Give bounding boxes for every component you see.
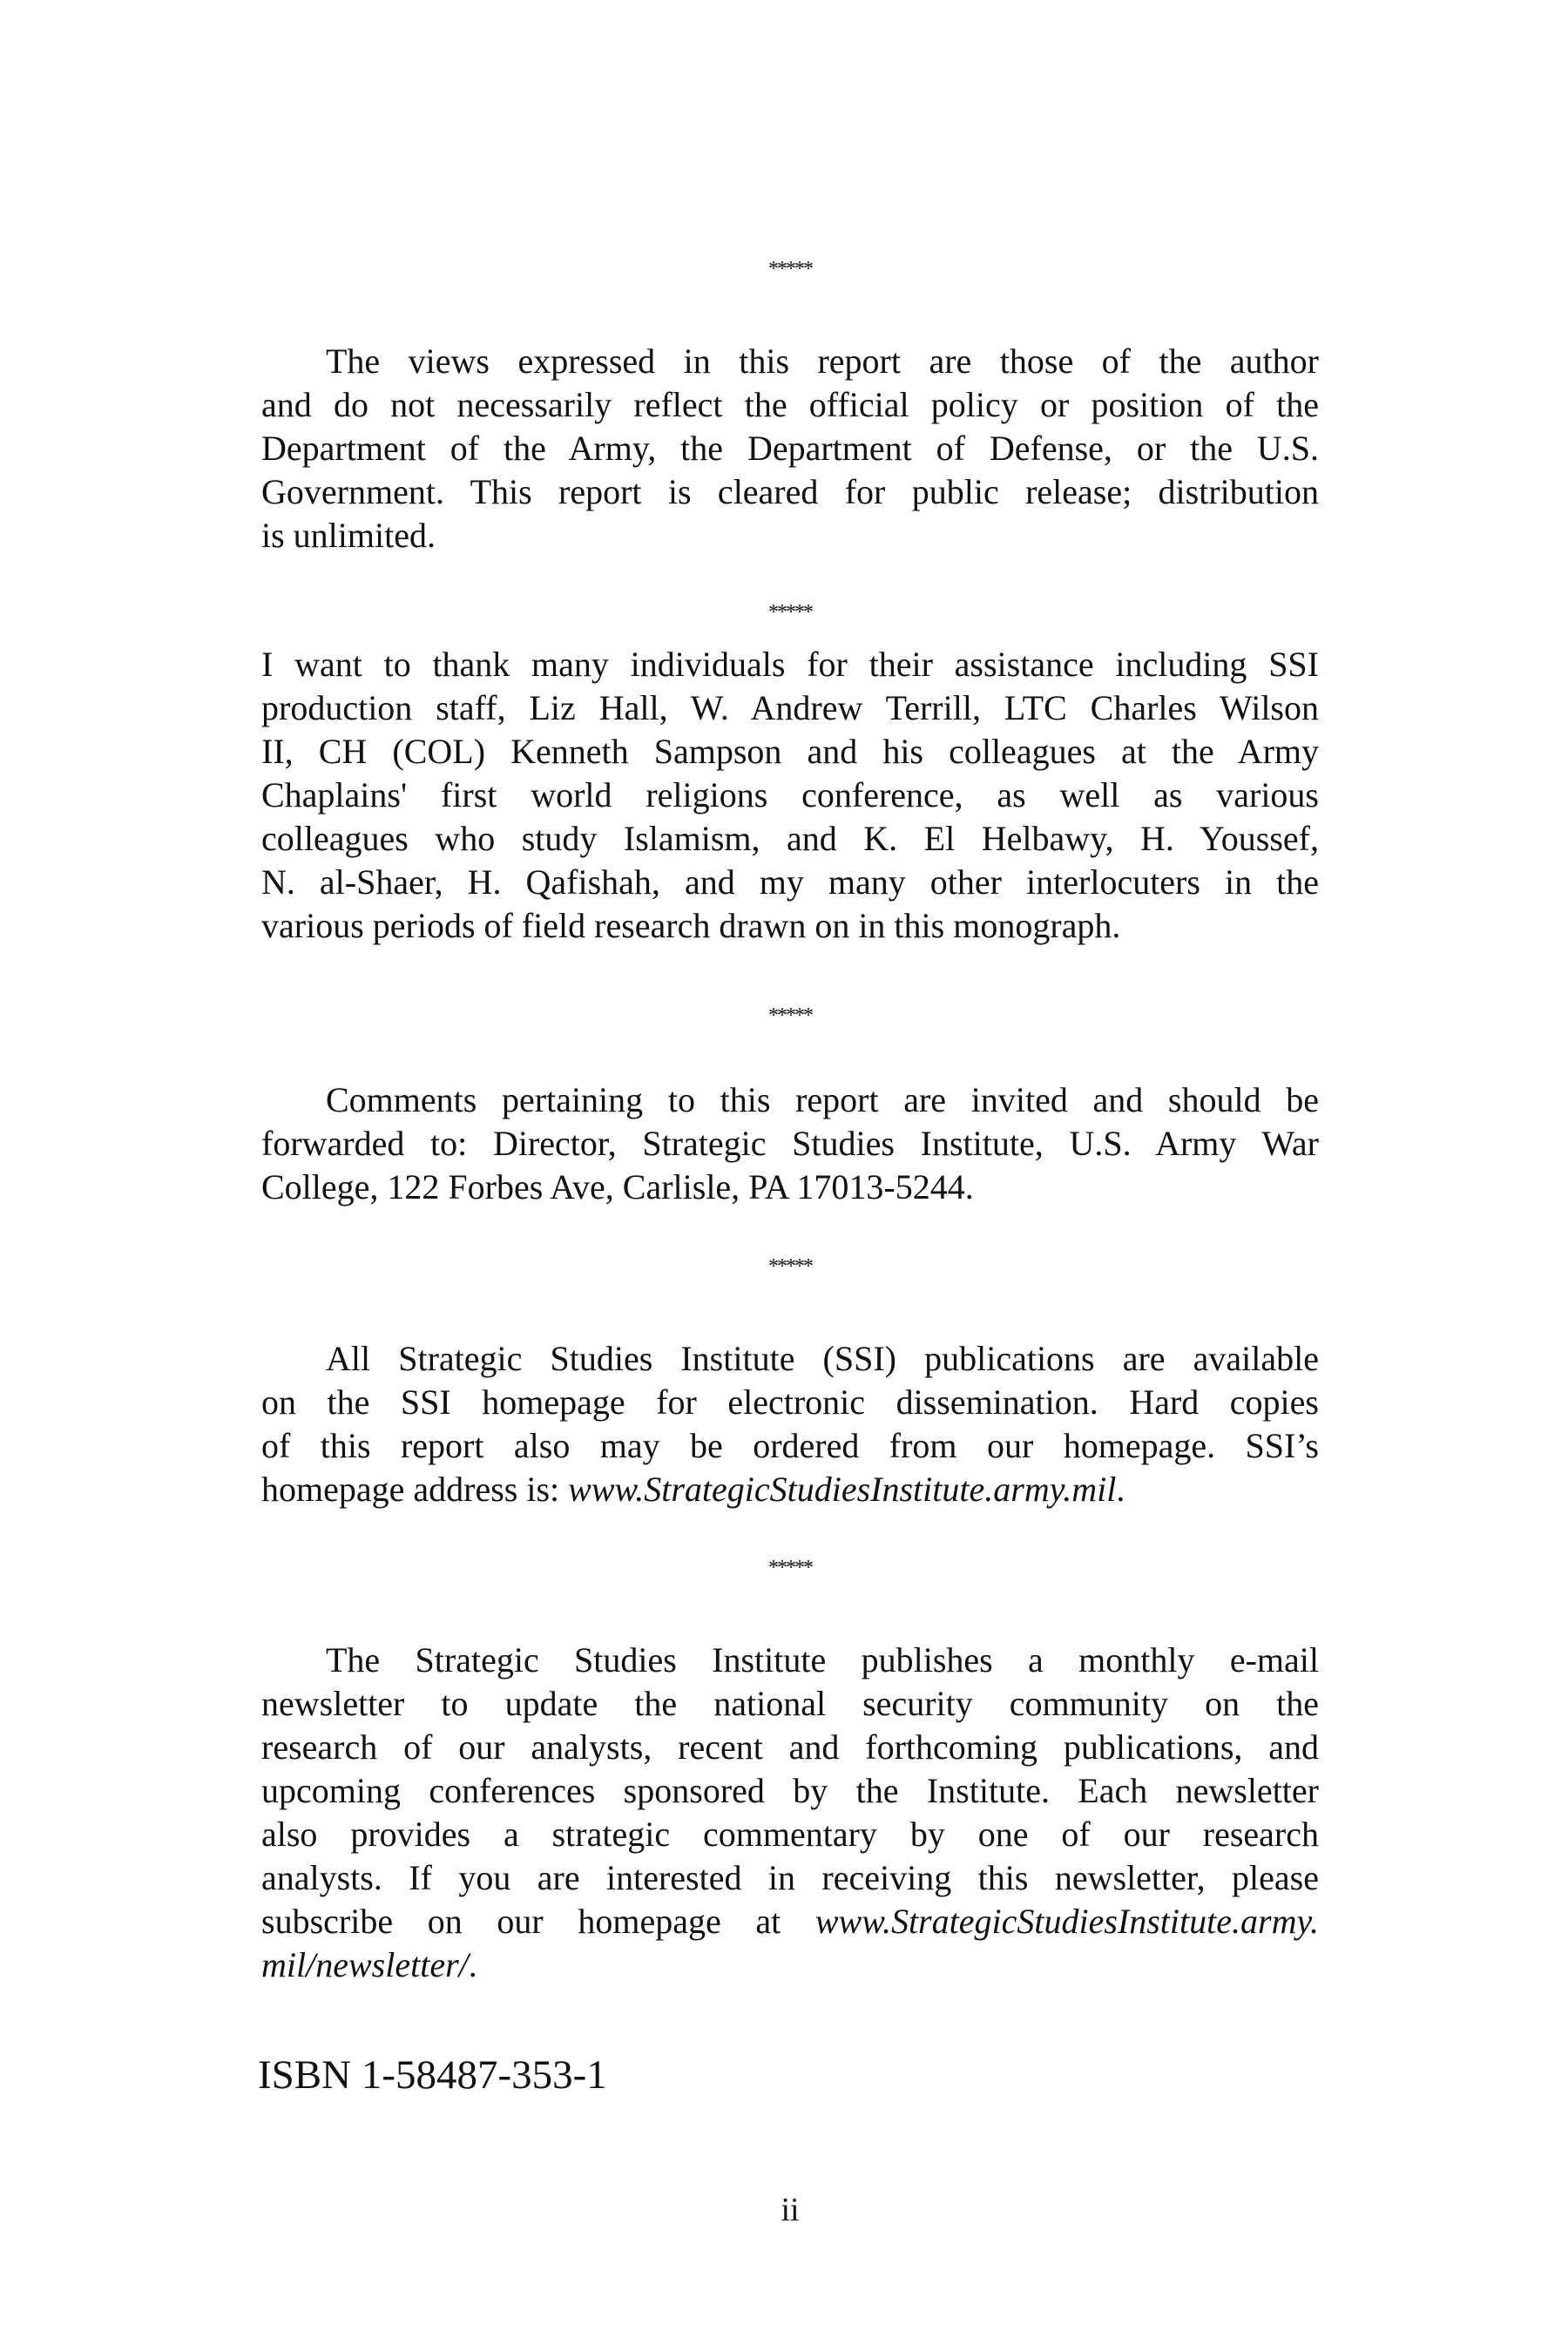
page-number: ii: [781, 2192, 800, 2228]
text-line: upcoming conferences sponsored by the Institute. Each newsletter: [261, 1771, 1319, 1810]
text-line: is unlimited.: [261, 516, 436, 555]
comments-paragraph: [261, 1078, 1319, 1209]
text-line: on the SSI homepage for electronic dissemination. Hard copies: [261, 1382, 1319, 1422]
text-line: N. al-Shaer, H. Qafishah, and my many other interlocuters in the: [261, 862, 1319, 902]
acknowledgements-paragraph: [261, 643, 1319, 948]
section-separator: *****: [768, 1004, 812, 1027]
isbn-number: ISBN 1-58487-353-1: [258, 2052, 607, 2098]
text-line: Comments pertaining to this report are invited and should be: [326, 1080, 1319, 1119]
text-line: also provides a strategic commentary by one of our research: [261, 1815, 1319, 1854]
newsletter-paragraph: [261, 1639, 1319, 1987]
text-line: Government. This report is cleared for public release; distribution: [261, 472, 1319, 511]
text-line: I want to thank many individuals for their assistance including SSI: [261, 645, 1319, 684]
text-line: College, 122 Forbes Ave, Carlisle, PA 17013-5244.: [261, 1167, 974, 1206]
text-segment: .: [1116, 1470, 1125, 1509]
text-line: [261, 1943, 1319, 1987]
text-line: colleagues who study Islamism, and K. El Helbawy, H. Youssef,: [261, 819, 1319, 858]
text-line: Chaplains' first world religions conference, as well as various: [261, 775, 1319, 814]
homepage-link[interactable]: www.StrategicStudiesInstitute.army.mil: [568, 1470, 1117, 1509]
text-line: of this report also may be ordered from our homepage. SSI’s: [261, 1426, 1319, 1465]
text-line: newsletter to update the national security community on the: [261, 1684, 1319, 1723]
text-line: various periods of field research drawn on in this monograph.: [261, 906, 1121, 945]
text-line: Department of the Army, the Department of Defense, or the U.S.: [261, 429, 1319, 468]
text-line: analysts. If you are interested in receiving this newsletter, please: [261, 1858, 1319, 1897]
disclaimer-paragraph: [261, 340, 1319, 558]
text-line: production staff, Liz Hall, W. Andrew Terrill, LTC Charles Wilson: [261, 688, 1319, 727]
text-line: and do not necessarily reflect the official policy or position of the: [261, 385, 1319, 424]
text-segment: .: [468, 1945, 477, 1984]
text-line: forwarded to: Director, Strategic Studies Institute, U.S. Army War: [261, 1124, 1319, 1163]
text-line: research of our analysts, recent and forthcoming publications, and: [261, 1727, 1319, 1767]
text-line: II, CH (COL) Kenneth Sampson and his colleagues at the Army: [261, 732, 1319, 771]
text-line: [261, 1468, 1319, 1511]
newsletter-link[interactable]: www.StrategicStudiesInstitute.army.: [814, 1902, 1319, 1941]
section-separator: *****: [768, 601, 812, 624]
section-separator: *****: [768, 1557, 812, 1579]
text-segment: subscribe on our homepage at: [261, 1902, 815, 1941]
text-line: [261, 1900, 1319, 1943]
text-line: The Strategic Studies Institute publishes a monthly e-mail: [326, 1640, 1319, 1680]
section-separator: *****: [768, 1255, 812, 1278]
section-separator: *****: [768, 258, 812, 280]
newsletter-link-continued[interactable]: mil/newsletter/: [261, 1945, 469, 1984]
text-segment: homepage address is:: [261, 1470, 569, 1509]
text-line: The views expressed in this report are those of the author: [326, 341, 1319, 381]
publications-paragraph: [261, 1337, 1319, 1511]
text-line: All Strategic Studies Institute (SSI) publications are available: [326, 1339, 1319, 1378]
